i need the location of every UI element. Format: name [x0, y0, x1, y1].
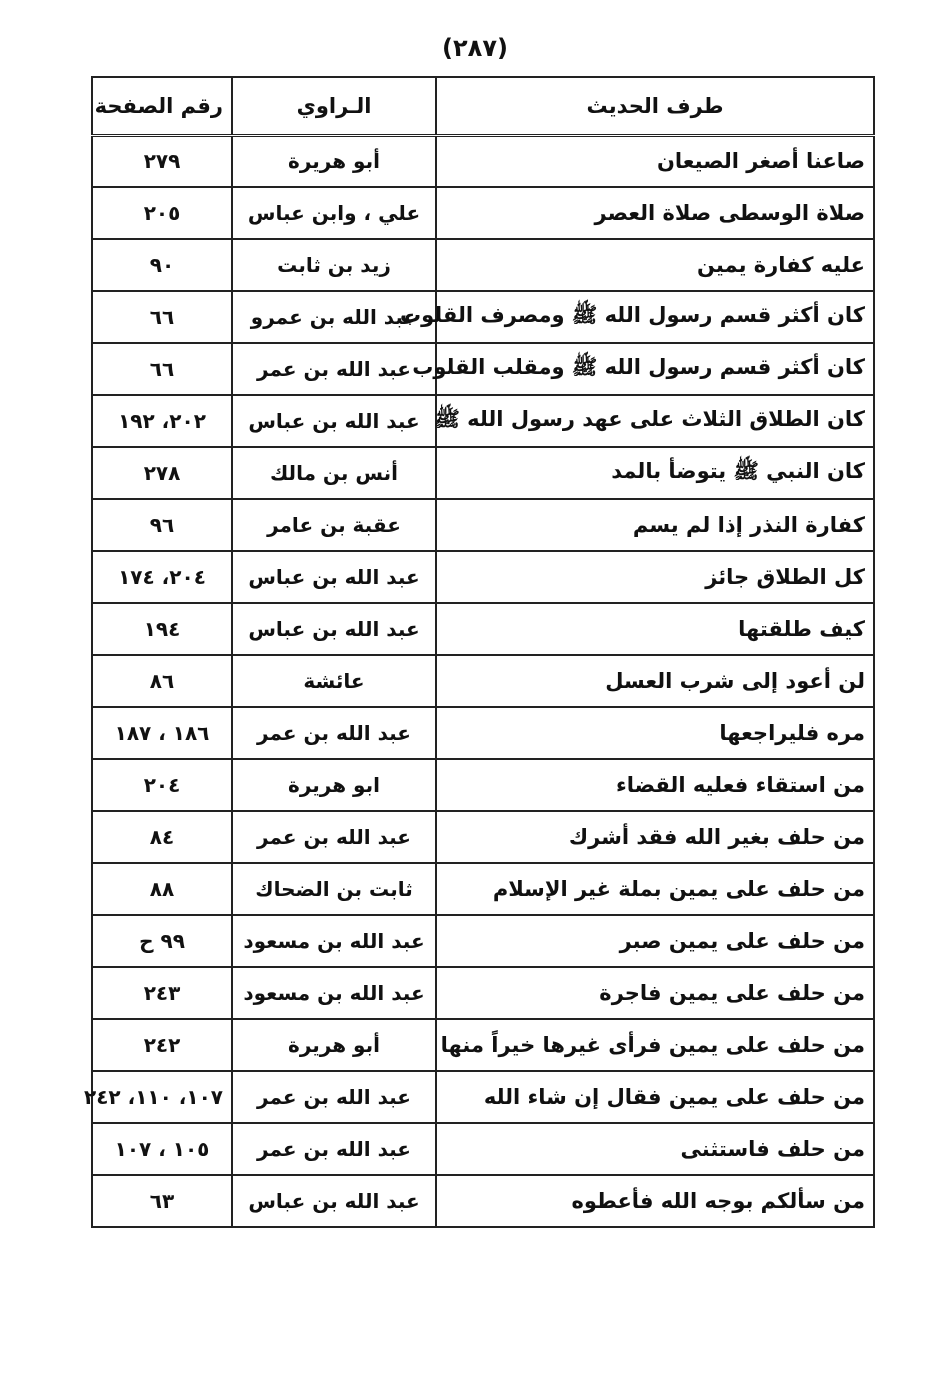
page-cell: ٦٦: [92, 291, 232, 343]
table-body: [84, 135, 874, 1227]
table-row: [92, 447, 874, 499]
page-cell: ٦٣: [92, 1175, 232, 1227]
table-row: [92, 343, 874, 395]
table-row: [92, 1175, 874, 1227]
hadith-cell: كفارة النذر إذا لم يسم: [436, 499, 874, 551]
hadith-cell: من حلف على يمين فرأى غيرها خيراً منها: [436, 1019, 874, 1071]
hadith-cell: من حلف على يمين بملة غير الإسلام: [436, 863, 874, 915]
page-cell: ٢٧٩: [92, 135, 232, 187]
hadith-cell: لن أعود إلى شرب العسل: [436, 655, 874, 707]
narrator-cell: عائشة: [232, 655, 436, 707]
hadith-cell: كان النبي ﷺ يتوضأ بالمد: [436, 447, 874, 499]
narrator-cell: ثابت بن الضحاك: [232, 863, 436, 915]
hadith-cell: من حلف بغير الله فقد أشرك: [436, 811, 874, 863]
page-cell: ٩٦: [92, 499, 232, 551]
table-row: [92, 655, 874, 707]
hadith-cell: صاعنا أصغر الصيعان: [436, 135, 874, 187]
narrator-cell: عبد الله بن عباس: [232, 603, 436, 655]
narrator-cell: عبد الله بن مسعود: [232, 915, 436, 967]
narrator-cell: عقبة بن عامر: [232, 499, 436, 551]
narrator-cell: عبد الله بن عمر: [232, 343, 436, 395]
page-cell: ٨٦: [92, 655, 232, 707]
page-number: (٢٨٧): [442, 34, 508, 62]
page-cell: ٨٤: [92, 811, 232, 863]
hadith-index-table: [84, 76, 875, 1228]
narrator-cell: عبد الله بن عمر: [232, 1071, 436, 1123]
narrator-cell: عبد الله بن عمر: [232, 1123, 436, 1175]
narrator-cell: أبو هريرة: [232, 1019, 436, 1071]
narrator-cell: أنس بن مالك: [232, 447, 436, 499]
header-page: رقم الصفحة: [92, 77, 232, 135]
hadith-cell: من حلف فاستثنى: [436, 1123, 874, 1175]
hadith-cell: من حلف على يمين فاجرة: [436, 967, 874, 1019]
page-cell: ١٩٤: [92, 603, 232, 655]
table-row: [92, 759, 874, 811]
header-hadith: طرف الحديث: [436, 77, 874, 135]
page-cell: ٢٧٨: [92, 447, 232, 499]
table-row: [92, 239, 874, 291]
page-cell: ٢٠٤، ١٧٤: [92, 551, 232, 603]
table-header-row: [92, 77, 874, 135]
table-row: [92, 1123, 874, 1175]
table-row: [92, 811, 874, 863]
table-row: [92, 499, 874, 551]
hadith-cell: من سألكم بوجه الله فأعطوه: [436, 1175, 874, 1227]
page-cell: ٩٠: [92, 239, 232, 291]
hadith-cell: مره فليراجعها: [436, 707, 874, 759]
hadith-cell: كيف طلقتها: [436, 603, 874, 655]
table-row: [92, 1071, 874, 1123]
narrator-cell: علي ، وابن عباس: [232, 187, 436, 239]
page-cell: ١٠٥ ، ١٠٧: [92, 1123, 232, 1175]
hadith-cell: من حلف على يمين صبر: [436, 915, 874, 967]
table-row: [92, 395, 874, 447]
page-cell: ٢٤٢: [92, 1019, 232, 1071]
hadith-cell: عليه كفارة يمين: [436, 239, 874, 291]
narrator-cell: أبو هريرة: [232, 135, 436, 187]
table-row: [92, 967, 874, 1019]
table-row: [92, 187, 874, 239]
page-cell: ٦٦: [92, 343, 232, 395]
table-row: [92, 135, 874, 187]
page-cell: ١٠٧، ١١٠، ٢٤٢: [92, 1071, 232, 1123]
page-cell: ٩٩ ح: [92, 915, 232, 967]
hadith-cell: كان أكثر قسم رسول الله ﷺ ومقلب القلوب: [436, 343, 874, 395]
hadith-cell: كان الطلاق الثلاث على عهد رسول الله ﷺ: [436, 395, 874, 447]
hadith-cell: من استقاء فعليه القضاء: [436, 759, 874, 811]
page-cell: ٢٤٣: [92, 967, 232, 1019]
narrator-cell: عبد الله بن عباس: [232, 551, 436, 603]
table-row: [92, 1019, 874, 1071]
table-row: [92, 915, 874, 967]
narrator-cell: ابو هريرة: [232, 759, 436, 811]
narrator-cell: عبد الله بن عباس: [232, 1175, 436, 1227]
narrator-cell: زيد بن ثابت: [232, 239, 436, 291]
page-cell: ٢٠٢، ١٩٢: [92, 395, 232, 447]
hadith-cell: كل الطلاق جائز: [436, 551, 874, 603]
hadith-cell: من حلف على يمين فقال إن شاء الله: [436, 1071, 874, 1123]
narrator-cell: عبد الله بن مسعود: [232, 967, 436, 1019]
hadith-cell: صلاة الوسطى صلاة العصر: [436, 187, 874, 239]
page-cell: ٢٠٤: [92, 759, 232, 811]
page-cell: ١٨٦ ، ١٨٧: [92, 707, 232, 759]
narrator-cell: عبد الله بن عمرو: [232, 291, 436, 343]
page-cell: ٨٨: [92, 863, 232, 915]
table-row: [92, 863, 874, 915]
table-row: [92, 291, 874, 343]
table-row: [92, 707, 874, 759]
page-cell: ٢٠٥: [92, 187, 232, 239]
narrator-cell: عبد الله بن عمر: [232, 811, 436, 863]
narrator-cell: عبد الله بن عباس: [232, 395, 436, 447]
hadith-cell: كان أكثر قسم رسول الله ﷺ ومصرف القلوب: [436, 291, 874, 343]
table-row: [92, 551, 874, 603]
table-row: [92, 603, 874, 655]
header-narrator: الـراوي: [232, 77, 436, 135]
narrator-cell: عبد الله بن عمر: [232, 707, 436, 759]
